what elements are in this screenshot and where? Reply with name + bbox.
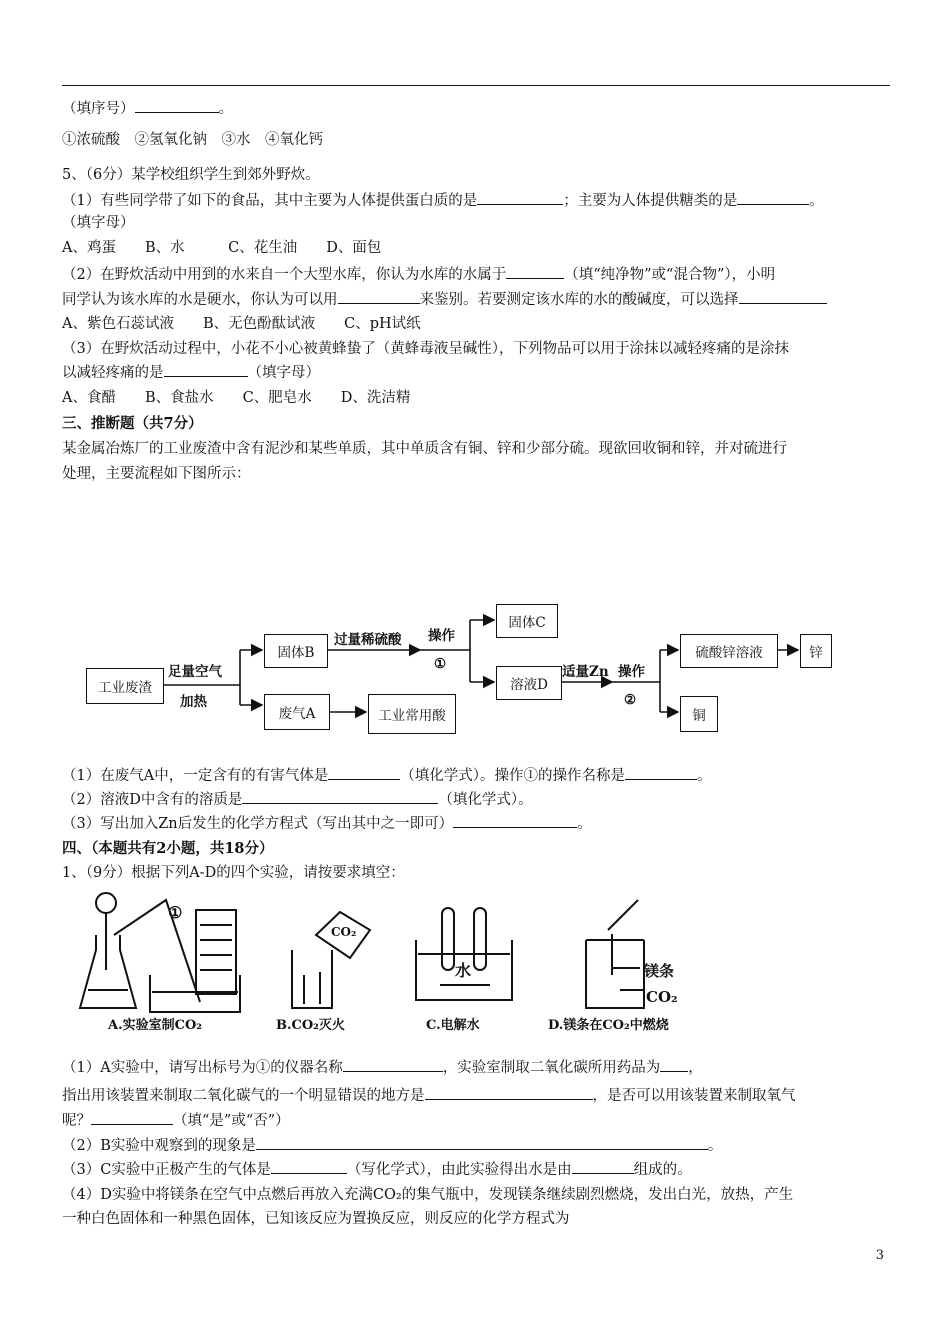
fig-d-mg-label: 镁条 (644, 962, 675, 980)
flow-label-heat: 加热 (180, 694, 207, 710)
blank[interactable] (572, 1159, 634, 1174)
fig-d-co2-label: CO₂ (646, 988, 678, 1006)
blank[interactable] (271, 1159, 347, 1174)
text-line: （1）在废气A中，一定含有的有害气体是 （填化学式）。操作①的操作名称是 。 (62, 765, 711, 786)
fig-d-caption: D.镁条在CO₂中燃烧 (548, 1018, 669, 1033)
text-line: （4）D实验中将镁条在空气中点燃后再放入充满CO₂的集气瓶中，发现镁条继续剧烈燃烧，发出白光，放热，产生 (62, 1187, 794, 1203)
flow-box-gas-a: 废气A (264, 694, 330, 730)
text-line: 以减轻疼痛的是 （填字母） (62, 362, 320, 383)
text-line: （2）溶液D中含有的溶质是 （填化学式）。 (62, 789, 533, 810)
text-line: A、食醋 B、食盐水 C、肥皂水 D、洗洁精 (62, 390, 411, 406)
flow-box-solid-c: 固体C (496, 604, 558, 638)
flow-label-dilute-acid: 过量稀硫酸 (334, 632, 402, 648)
flow-label-zn: 适量Zn (562, 664, 609, 680)
blank[interactable] (256, 1135, 708, 1150)
fig-b-co2-label: CO₂ (331, 925, 357, 939)
text-line: （填序号） 。 (62, 98, 233, 119)
text-line: （2）B实验中观察到的现象是 。 (62, 1135, 722, 1156)
flow-label-op1: ① (434, 656, 447, 672)
page-number: 3 (875, 1248, 884, 1263)
text-line: （1）有些同学带了如下的食品，其中主要为人体提供蛋白质的是 ；主要为人体提供糖类的是 。 (62, 190, 824, 211)
blank[interactable] (343, 1057, 443, 1072)
flow-label-op2: ② (624, 692, 637, 708)
fig-b-caption: B.CO₂灭火 (276, 1018, 345, 1033)
section-4-heading: 四、（本题共有2小题，共18分） (62, 840, 274, 857)
text-line: 指出用该装置来制取二氧化碳气的一个明显错误的地方是 ，是否可以用该装置来制取氧气 (62, 1085, 796, 1106)
text-line: （3）写出加入Zn后发生的化学方程式（写出其中之一即可） 。 (62, 813, 592, 834)
text-line: A、鸡蛋 B、水 C、花生油 D、面包 (62, 240, 382, 256)
text-line: 1、（9分）根据下列A-D的四个实验，请按要求填空： (62, 865, 405, 881)
flow-box-znso4: 硫酸锌溶液 (680, 634, 778, 668)
flow-label-operation-2: 操作 (618, 664, 645, 680)
text-line: 呢？ （填“是”或“否”） (62, 1110, 290, 1131)
text-line: 处理，主要流程如下图所示： (62, 466, 251, 482)
flow-box-copper: 铜 (680, 696, 718, 732)
text-line: 同学认为该水库的水是硬水，你认为可以用 来鉴别。若要测定该水库的水的酸碱度，可以选择 (62, 289, 827, 310)
fig-a-caption: A.实验室制CO₂ (108, 1018, 202, 1033)
text-line: （2）在野炊活动中用到的水来自一个大型水库，你认为水库的水属于 （填“纯净物”或“混合物”），小明 (62, 264, 775, 285)
text-line: 某金属冶炼厂的工业废渣中含有泥沙和某些单质，其中单质含有铜、锌和少部分硫。现欲回收铜和锌，并对硫进行 (62, 441, 787, 457)
text-line: （3）在野炊活动过程中，小花不小心被黄蜂蛰了（黄蜂毒液呈碱性），下列物品可以用于涂抹以减轻疼痛的是涂抹 (62, 341, 789, 357)
flow-box-zinc: 锌 (800, 634, 832, 668)
flow-label-operation: 操作 (428, 628, 455, 644)
blank[interactable] (660, 1057, 688, 1072)
flow-box-solid-b: 固体B (264, 634, 328, 668)
section-3-heading: 三、推断题（共7分） (62, 415, 203, 432)
flow-box-slag: 工业废渣 (86, 668, 164, 704)
fig-a-label-1: ① (168, 903, 183, 922)
text-line: （3）C实验中正极产生的气体是 （写化学式），由此实验得出水是由 组成的。 (62, 1159, 692, 1180)
text-line: ①浓硫酸 ②氢氧化钠 ③水 ④氧化钙 (62, 132, 323, 148)
text-line: 一种白色固体和一种黑色固体，已知该反应为置换反应，则反应的化学方程式为 (62, 1211, 570, 1227)
flow-box-acid: 工业常用酸 (368, 694, 456, 734)
blank[interactable] (425, 1085, 593, 1100)
blank[interactable] (91, 1110, 173, 1125)
question-5: 5、（6分）某学校组织学生到郊外野炊。 (62, 167, 320, 183)
fig-c-caption: C.电解水 (426, 1018, 480, 1033)
text-line: （填字母） (62, 215, 135, 231)
fig-c-water-label: 水 (455, 961, 472, 980)
flow-box-solution-d: 溶液D (496, 666, 562, 700)
flow-label-air: 足量空气 (168, 664, 222, 680)
text-line: （1）A实验中，请写出标号为①的仪器名称 ，实验室制取二氧化碳所用药品为 ， (62, 1057, 703, 1078)
text-line: A、紫色石蕊试液 B、无色酚酞试液 C、pH试纸 (62, 316, 421, 332)
